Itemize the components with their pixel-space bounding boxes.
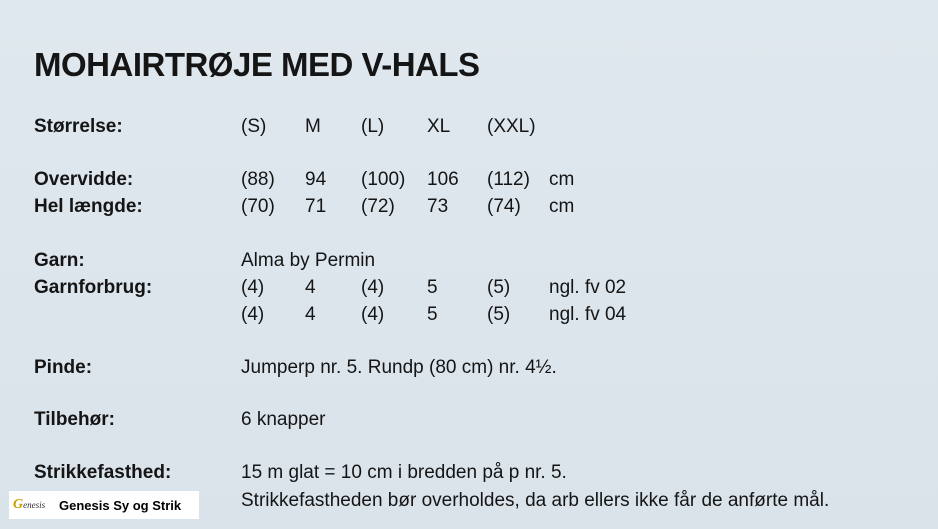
size-label: Størrelse: [34, 116, 123, 137]
yarn-label: Garn: [34, 250, 85, 271]
yarn-usage-value: (5) [487, 304, 511, 325]
yarn-usage-value: 4 [305, 304, 316, 325]
width-label: Overvidde: [34, 169, 134, 190]
size-value: M [305, 116, 321, 137]
size-value: (L) [361, 116, 385, 137]
genesis-logo-mark: Genesis [13, 497, 46, 512]
length-value: (72) [361, 196, 395, 217]
width-value: (100) [361, 169, 406, 190]
yarn-usage-value: (5) [487, 277, 511, 298]
yarn-usage-value: 4 [305, 277, 316, 298]
yarn-value: Alma by Permin [241, 250, 376, 271]
length-unit: cm [549, 196, 575, 217]
needles-label: Pinde: [34, 357, 93, 378]
yarn-usage-value: (4) [361, 277, 385, 298]
gauge-line-2: Strikkefastheden bør overholdes, da arb ellers ikke får de anførte mål. [241, 490, 830, 511]
width-value: (88) [241, 169, 275, 190]
length-value: (70) [241, 196, 275, 217]
length-value: 71 [305, 196, 327, 217]
yarn-usage-value: (4) [241, 277, 265, 298]
length-label: Hel længde: [34, 196, 143, 217]
yarn-usage-value: 5 [427, 277, 438, 298]
gauge-line-1: 15 m glat = 10 cm i bredden på p nr. 5. [241, 462, 567, 483]
yarn-usage-value: (4) [241, 304, 265, 325]
yarn-usage-label: Garnforbrug: [34, 277, 153, 298]
needles-value: Jumperp nr. 5. Rundp (80 cm) nr. 4½. [241, 357, 557, 378]
yarn-usage-value: (4) [361, 304, 385, 325]
length-value: (74) [487, 196, 521, 217]
accessories-label: Tilbehør: [34, 409, 115, 430]
size-value: (XXL) [487, 116, 536, 137]
length-value: 73 [427, 196, 449, 217]
size-value: (S) [241, 116, 267, 137]
genesis-logo-text: Genesis Sy og Strik [59, 497, 182, 513]
width-value: (112) [487, 169, 530, 190]
width-value: 94 [305, 169, 327, 190]
gauge-label: Strikkefasthed: [34, 462, 172, 483]
genesis-logo [9, 491, 199, 519]
yarn-usage-note: ngl. fv 04 [549, 304, 627, 325]
accessories-value: 6 knapper [241, 409, 326, 430]
width-value: 106 [427, 169, 459, 190]
width-unit: cm [549, 169, 575, 190]
size-value: XL [427, 116, 451, 137]
yarn-usage-note: ngl. fv 02 [549, 277, 627, 298]
yarn-usage-value: 5 [427, 304, 438, 325]
page-title: MOHAIRTRØJE MED V-HALS [34, 46, 480, 83]
